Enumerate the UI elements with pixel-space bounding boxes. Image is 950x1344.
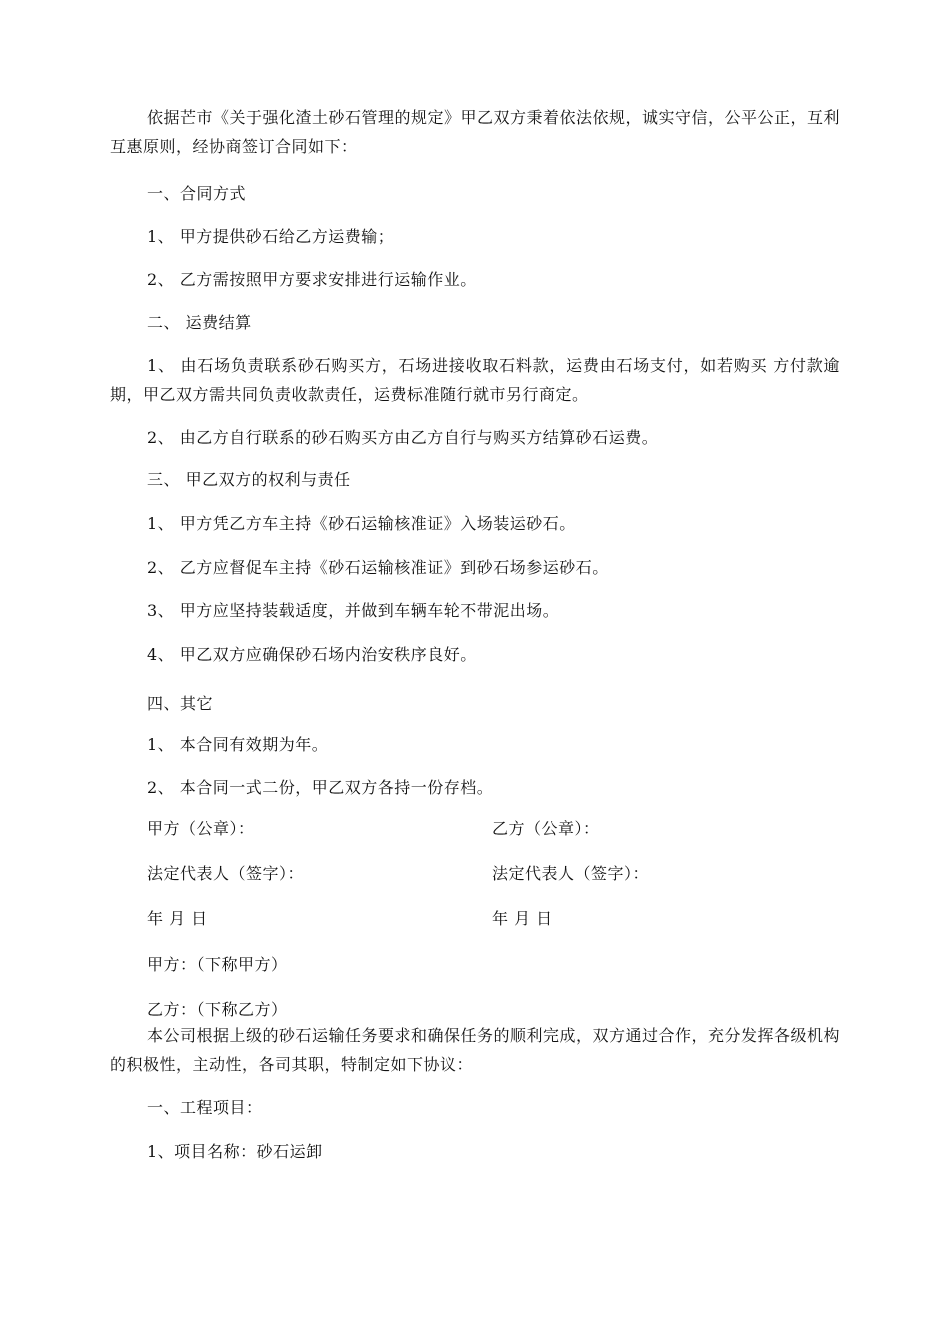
- party-b-seal-label: 乙方（公章）：: [492, 819, 600, 838]
- party-b-date-label: 年 月 日: [492, 909, 553, 928]
- party-a-date-label: 年 月 日: [147, 909, 208, 928]
- party-b-line: 乙方：（下称乙方）: [147, 1000, 288, 1019]
- intro-paragraph: 依据芒市《关于强化渣土砂石管理的规定》甲乙双方秉着依法依规，诚实守信，公平公正，互利互惠原则，经协商签订合同如下：: [110, 108, 841, 156]
- section-1-item-2: 2、 乙方需按照甲方要求安排进行运输作业。: [147, 270, 477, 289]
- party-a-seal-label: 甲方（公章）：: [147, 819, 255, 838]
- agreement-intro-paragraph: 本公司根据上级的砂石运输任务要求和确保任务的顺利完成，双方通过合作，充分发挥各级机构的积极性，主动性，各司其职，特制定如下协议：: [110, 1026, 841, 1074]
- section-1-title: 一、合同方式: [147, 184, 247, 203]
- party-b-representative-label: 法定代表人（签字）：: [492, 864, 650, 883]
- section-3-item-4: 4、 甲乙双方应确保砂石场内治安秩序良好。: [147, 645, 477, 664]
- section-3-title: 三、 甲乙双方的权利与责任: [147, 470, 351, 489]
- party-a-representative-label: 法定代表人（签字）：: [147, 864, 305, 883]
- section-4-item-2: 2、 本合同一式二份，甲乙双方各持一份存档。: [147, 778, 494, 797]
- section-4-item-1: 1、 本合同有效期为年。: [147, 735, 329, 754]
- project-item-1: 1、项目名称：砂石运卸: [147, 1142, 323, 1161]
- section-4-title: 四、其它: [147, 694, 214, 713]
- project-section-title: 一、工程项目：: [147, 1098, 263, 1117]
- section-3-item-2: 2、 乙方应督促车主持《砂石运输核准证》到砂石场参运砂石。: [147, 558, 609, 577]
- section-2-item-1: 1、 由石场负责联系砂石购买方，石场进接收取石料款，运费由石场支付，如若购买 方付款逾期，甲乙双方需共同负责收款责任，运费标准随行就市另行商定。: [110, 356, 840, 404]
- section-2-item-2: 2、 由乙方自行联系的砂石购买方由乙方自行与购买方结算砂石运费。: [147, 428, 659, 447]
- section-2-title: 二、 运费结算: [147, 313, 252, 332]
- section-1-item-1: 1、 甲方提供砂石给乙方运费输；: [147, 227, 395, 246]
- party-a-line: 甲方：（下称甲方）: [147, 955, 288, 974]
- section-3-item-1: 1、 甲方凭乙方车主持《砂石运输核准证》入场装运砂石。: [147, 514, 576, 533]
- section-3-item-3: 3、 甲方应坚持装载适度，并做到车辆车轮不带泥出场。: [147, 601, 560, 620]
